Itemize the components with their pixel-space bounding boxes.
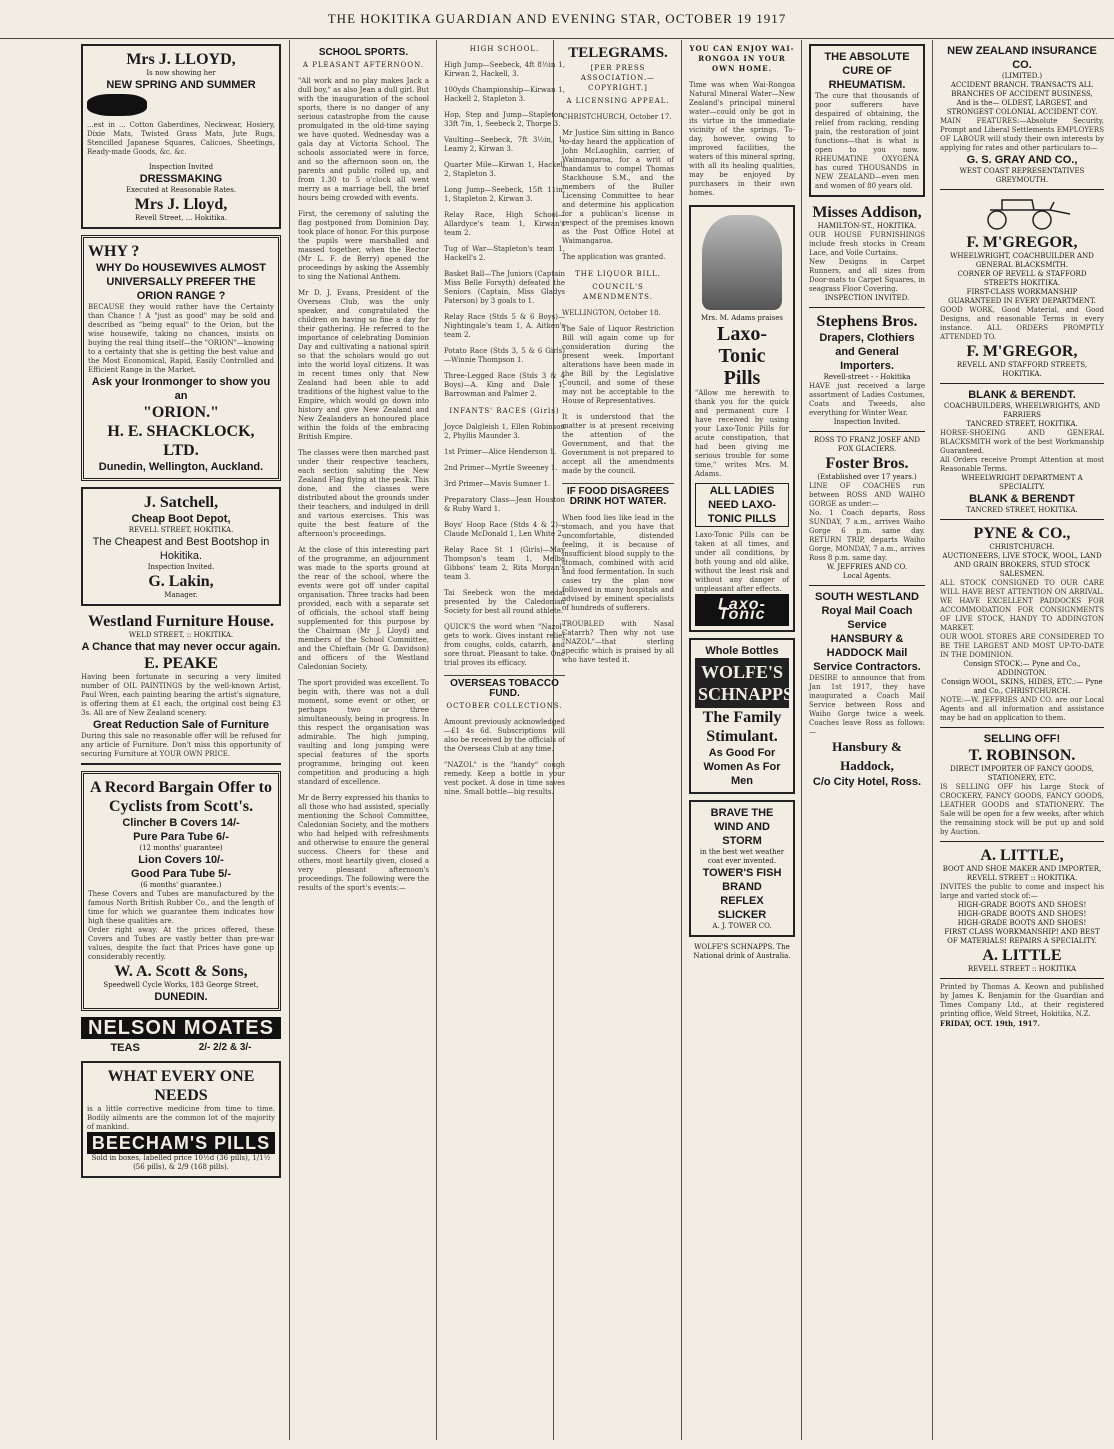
- result-line: 100yds Championship—Kirwan 1, Hackell 2, Stapleton 3.: [444, 86, 565, 103]
- beecham-sold: Sold in boxes, labelled price 10½d (36 pills), 1/1½ (56 pills), & 2/9 (168 pills).: [91, 1154, 271, 1171]
- satchell-role: Manager.: [164, 591, 198, 599]
- nelson-name: NELSON MOATES: [81, 1017, 281, 1039]
- orion-body: BECAUSE they would rather have the Certainty than Chance ! A "just as good" may be sold and described as "being equal" to the Orion, but the wise housewife, taking no chances, insists on buying the real thing itself—the "ORION"—knowing to a certainty that she is getting the best value and the Most Economical, Rapid, Easily Controlled and Efficient Range in the Market.: [88, 303, 274, 374]
- buggy-icon: [972, 194, 1072, 230]
- tower-co: A. J. TOWER CO.: [712, 922, 772, 930]
- mcgregor-firstclass: FIRST-CLASS WORKMANSHIP GUARANTEED IN EVERY DEPARTMENT.: [948, 288, 1096, 305]
- addison-body2: New Designs in Carpet Runners, and all sizes from Door-mats to Carpet Squares, in seagrass Floor Covering.: [809, 258, 925, 293]
- little-invites: INVITES the public to come and inspect his large and varied stock of:—: [940, 883, 1104, 900]
- result-line: High Jump—Seebeck, 4ft 8½in 1, Kirwan 2, Hackell, 3.: [444, 61, 565, 78]
- laxo-title: Laxo-Tonic: [717, 323, 767, 367]
- mcgregor-name: F. M'GREGOR,: [966, 234, 1078, 251]
- satchell-street: REVELL STREET, HOKITIKA.: [128, 526, 234, 534]
- ink-blot: [87, 94, 147, 116]
- appeal-heading: A LICENSING APPEAL.: [566, 97, 670, 105]
- scott-address: Speedwell Cycle Works, 183 George Street,: [103, 981, 259, 989]
- masthead: THE HOKITIKA GUARDIAN AND EVENING STAR, OCTOBER 19 1917: [0, 0, 1114, 39]
- tobacco-subheading: OCTOBER COLLECTIONS.: [446, 702, 563, 710]
- laxo-pills: Pills: [723, 367, 761, 389]
- scott-clincher: Clincher B Covers 14/-: [122, 817, 240, 829]
- foster-coach-times: No. 1 Coach departs, Ross SUNDAY, 7 a.m., arrives Waiho Gorge 6 p.m. same day. RETURN TRIP, departs Waiho Gorge, MONDAY, 7 a.m., arrives Ross 8 p.m. same day.: [809, 509, 925, 562]
- school-sports-subheading: A PLEASANT AFTERNOON.: [302, 61, 425, 69]
- lloyd-dressmaking: DRESSMAKING: [139, 173, 223, 185]
- westland-body: Having been fortunate in securing a very limited number of OIL PAINTINGS by the well-known Artist, Paul Wren, each painting bearing the artist's signature, is offering them at £1 each, the original cost being £3 3s. All are of New Zealand scenery.: [81, 673, 281, 717]
- portrait-image: [702, 215, 782, 310]
- scott-order: Order right away. At the prices offered, these Covers and Tubes are vastly better than pre-war values, despite the fact that Prices have gone up considerably recently.: [88, 926, 274, 961]
- southwest-heading: SOUTH WESTLAND Royal Mail Coach Service: [815, 591, 919, 631]
- scott-tube2: Good Para Tube 5/-: [130, 868, 232, 880]
- rheumatism-ad: [809, 44, 925, 197]
- nzi-ad: [940, 44, 1104, 190]
- beecham-body: is a little corrective medicine from time to time. Bodily ailments are the common lot of the majority of mankind.: [87, 1105, 275, 1131]
- addison-inspection: INSPECTION INVITED.: [824, 294, 910, 302]
- blank-horseshoeing: HORSE-SHOEING AND GENERAL BLACKSMITH work of the best Workmanship Guaranteed.: [940, 429, 1104, 455]
- liquor-heading: THE LIQUOR BILL.: [575, 270, 661, 278]
- stephens-body: HAVE just received a large assortment of Ladies Costumes, Coats and Tweeds, also everything for Winter Wear.: [809, 382, 925, 417]
- laxo-signature: Laxo-Tonic: [695, 594, 789, 626]
- mcgregor-ad: [940, 194, 1104, 384]
- lloyd-intro: Is now showing her: [146, 69, 216, 77]
- absolute-body: The cure that thousands of poor sufferers have despaired of obtaining, the relief from racking, rending pain, the restoration of joint functions—that is what is open to you now. RHEUMATINE OXYGENA has cured THOUSANDS in NEW ZEALAND—even men and women of 80 years old.: [815, 92, 919, 190]
- article-paragraph: Mr Justice Sim sitting in Banco to-day heard the application of John McLaughlin, carrier, of Waimangaroa, for a writ of mandamus to compel Thomas Stackhouse S.M., and the members of the Buller Licensing Committee to hear and determine his application for a publican's license in respect of the premises known as the Post Office Hotel at Waimangaroa.: [562, 129, 674, 245]
- column-rule: [289, 40, 290, 1440]
- blank-dept: WHEELWRIGHT DEPARTMENT A SPECIALITY.: [961, 474, 1083, 491]
- westland-note: During this sale no reasonable offer will be refused for any article of Furniture. Don't miss this opportunity of securing Furniture at YOUR OWN PRICE.: [81, 732, 281, 758]
- pyne-city: CHRISTCHURCH.: [989, 543, 1055, 551]
- column-6: [803, 40, 931, 1440]
- lloyd-signature: Mrs J. Lloyd,: [134, 196, 228, 213]
- hansbury-heading: HANSBURY & HADDOCK Mail Service Contractors.: [813, 633, 921, 673]
- addison-ad: [809, 203, 925, 308]
- column-5: [683, 40, 801, 1440]
- orion-ad: [81, 235, 281, 481]
- blank-name: BLANK & BERENDT.: [968, 389, 1076, 401]
- scott-tube1: Pure Para Tube 6/-: [133, 831, 229, 843]
- satchell-ad: [81, 487, 281, 606]
- wolfes-good: As Good For Women As For Men: [703, 747, 781, 787]
- imprint: Printed by Thomas A. Keown and published by James K. Benjamin for the Guardian and Times Company Ltd., at their registered printing office, Weld Street, Hokitika, N.Z.: [940, 983, 1104, 1018]
- scott-city: DUNEDIN.: [154, 991, 208, 1003]
- satchell-tag: The Cheapest and Best Bootshop in Hokitika.: [92, 536, 270, 562]
- result-line: Long Jump—Seebeck, 15ft 11in, 1, Stapleton 2, Kirwan 3.: [444, 186, 565, 203]
- blank-coach: COACHBUILDERS, WHEELWRIGHTS, AND FARRIERS: [944, 402, 1100, 419]
- scott-guarantee1: (12 months' guarantee): [139, 844, 223, 852]
- article-paragraph: The Sale of Liquor Restriction Bill will again come up for consideration during the present week. Important alterations have been made in the Bill by the Legislative Council, and some of these may not be acceptable to the House of Representatives.: [562, 325, 674, 405]
- orion-ask: Ask your Ironmonger to show you an: [91, 376, 271, 402]
- lloyd-name: Mrs J. LLOYD,: [126, 51, 236, 68]
- scott-ad: [81, 771, 281, 1011]
- scott-name: W. A. Scott & Sons,: [114, 963, 248, 980]
- pyne-consign: Consign STOCK:— Pyne and Co., ADDINGTON.: [963, 660, 1081, 677]
- hansbury-ad: [809, 590, 925, 789]
- column-1: [75, 40, 287, 1440]
- result-line: 2nd Primer—Myrtle Sweeney 1.: [444, 464, 558, 472]
- little-name2: A. LITTLE: [982, 947, 1062, 964]
- result-line: Preparatory Class—Jean Houston & Ruby Ward 1.: [444, 496, 565, 513]
- nelson-ad: [81, 1017, 281, 1055]
- waironga-body: Time was when Wai-Rongoa Natural Mineral Water—New Zealand's principal mineral water—could only be got in its virtue in the immediate vicinity of the springs. To-day, however, owing to improved facilities, the waters of this mineral spring, with all its healing qualities, may be enjoyed by purchasers in their own homes.: [689, 81, 795, 197]
- article-paragraph: Mr D. J. Evans, President of the Overseas Club, was the only speaker, and congratulated the children on having so fine a day for their gathering. He referred to the importance of celebrating Dominion Day and cultivating a national spirit so that the scholars would go out into the world loyal citizens. It was in recent times only that New Zealand had been able to add traditions of the highest value to the Empire, which would go down into history and give New Zealand and New Zealanders an honoured place within the folds of the embracing British Empire.: [298, 289, 429, 441]
- beecham-brand: BEECHAM'S PILLS: [87, 1132, 275, 1154]
- satchell-name: J. Satchell,: [143, 494, 219, 511]
- foster-agents: Local Agents.: [842, 572, 892, 580]
- hansbury-signature: Hansbury & Haddock,: [832, 739, 902, 773]
- laxo-tonic-ad: [689, 205, 795, 632]
- stephens-ad: [809, 312, 925, 432]
- mcgregor-corner: CORNER OF REVELL & STAFFORD STREETS HOKITIKA.: [957, 270, 1087, 287]
- pyne-stock: ALL STOCK CONSIGNED TO OUR CARE WILL HAVE BEST ATTENTION ON ARRIVAL. WE HAVE EXCELLENT PADDOCKS FOR ACCOMMODATION FOR CONSIGNMENTS OF LIVE STOCK, HANDY TO ADDINGTON MARKET.: [940, 579, 1104, 632]
- result-line: Tug of War—Stapleton's team 1, Hackell's 2.: [444, 245, 565, 262]
- mcgregor-revell: REVELL AND STAFFORD STREETS, HOKITIKA.: [956, 361, 1088, 378]
- nelson-prices: 2/- 2/2 & 3/-: [198, 1042, 252, 1053]
- nzi-main: MAIN FEATURES:—Absolute Security, Prompt and Liberal Settlements EMPLOYERS OF LABOUR will study their own interests by applying for rates and other particulars to—: [940, 117, 1104, 152]
- stephens-name: Stephens Bros.: [816, 313, 918, 330]
- column-7: [934, 40, 1110, 1440]
- hansbury-address: C/o City Hotel, Ross.: [812, 776, 922, 788]
- lloyd-inspection: Inspection Invited: [148, 163, 214, 171]
- waironga-heading: YOU CAN ENJOY WAI-RONGOA IN YOUR OWN HOME.: [689, 44, 795, 73]
- result-line: Quarter Mile—Kirwan 1, Hackell 2, Stapleton 3.: [444, 161, 565, 178]
- blank-ad: [940, 388, 1104, 520]
- brave-heading: BRAVE THE WIND AND STORM: [710, 807, 774, 847]
- result-line: Relay Race St 1 (Girls)—May Thompson's team 1, Melba Gibbons' team 2, Rita Morgan's team 3.: [444, 546, 565, 581]
- little-hg3: HIGH-GRADE BOOTS AND SHOES!: [957, 919, 1087, 927]
- selling-off: SELLING OFF!: [983, 733, 1061, 745]
- school-sports-heading: SCHOOL SPORTS.: [318, 47, 409, 58]
- lloyd-headline: NEW SPRING AND SUMMER: [106, 79, 256, 91]
- result-line: Potato Race (Stds 3, 5 & 6 Girls)—Winnie Thompson 1.: [444, 347, 565, 364]
- nazol-notice: TROUBLED with Nasal Catarrh? Then why not use "NAZOL"—that sterling specific which is praised by all who have tested it.: [562, 620, 674, 664]
- scott-lion: Lion Covers 10/-: [138, 854, 224, 866]
- pyne-auctioneers: AUCTIONEERS, LIVE STOCK, WOOL, LAND AND GRAIN BROKERS, STUD STOCK SALESMEN.: [942, 552, 1102, 578]
- little-hg1: HIGH-GRADE BOOTS AND SHOES!: [957, 901, 1087, 909]
- column-4: [556, 40, 680, 1440]
- addison-street: HAMILTON-ST., HOKITIKA.: [817, 222, 917, 230]
- column-rule: [436, 40, 437, 1440]
- little-name: A. LITTLE,: [980, 847, 1064, 864]
- result-line: Three-Legged Race (Stds 3 & 4 Boys)—A. King and Dale 1, Barrowman and Palmer 2.: [444, 372, 565, 398]
- ladies-banner: ALL LADIES NEED LAXO-TONIC PILLS: [695, 483, 789, 527]
- satchell-manager: G. Lakin,: [148, 573, 214, 590]
- result-line: Joyce Dalgleish 1, Ellen Robinson 2, Phyllis Maunder 3.: [444, 423, 565, 440]
- foster-name: Foster Bros.: [825, 455, 909, 472]
- addison-body: OUR HOUSE FURNISHINGS include fresh stocks in Cream Lace, and Voile Curtains.: [809, 231, 925, 257]
- article-paragraph: The classes were then marched past under their respective teachers, each section saluting the New Zealand Flag flying at the peak. This done, and the classes were distributed about the grounds under their teachers, and indulged in drill and various exercises. This was quite the best feature of the afternoon's proceedings.: [298, 449, 429, 538]
- lloyd-executed: Executed at Reasonable Rates.: [125, 186, 237, 194]
- pyne-name: PYNE & CO.,: [973, 525, 1071, 542]
- gray-name: G. S. GRAY AND CO.,: [966, 154, 1078, 166]
- orion-maker: H. E. SHACKLOCK, LTD.: [107, 423, 255, 459]
- nzi-limited: (LIMITED.): [1001, 72, 1043, 80]
- little-address: REVELL STREET :: HOKITIKA: [967, 965, 1077, 973]
- orion-question: WHY Do HOUSEWIVES ALMOST UNIVERSALLY PREFER THE ORION RANGE ?: [96, 262, 266, 302]
- nzi-name: NEW ZEALAND INSURANCE CO.: [947, 45, 1097, 71]
- little-hg2: HIGH-GRADE BOOTS AND SHOES!: [957, 910, 1087, 918]
- blank-name2: BLANK & BERENDT: [969, 493, 1075, 505]
- lloyd-address: Revell Street, ... Hokitika.: [134, 214, 228, 222]
- little-ad: [940, 846, 1104, 979]
- brave-sub: in the best wet weather coat ever invented.: [699, 848, 785, 865]
- article-paragraph: "All work and no play makes Jack a dull boy," as also Jean a dull girl. But with the inauguration of the school sports, there is no danger of any serious catastrophe from the cause promulgated in the old-time saying we have quoted. Wednesday was a gala day at Victoria School. The schools associated were in force, and so the afternoon soon on, the parents and public rolled up, and from 1.30 to 5 o'clock all went merry as a marriage bell, the brief hours being crowded with events.: [298, 77, 429, 202]
- pyne-ad: [940, 524, 1104, 728]
- wolfes-stimulant: Stimulant.: [706, 728, 778, 745]
- article-paragraph: It is understood that the matter is at present receiving the attention of the Government, and that the Government is not prepared to accept all the amendments made by the council.: [562, 413, 674, 475]
- slicker-ad: [689, 800, 795, 937]
- result-line: Relay Race (Stds 5 & 6 Boys)—Nightingale's team 1, A. Aitken's team 2.: [444, 313, 565, 339]
- slicker-name: REFLEX SLICKER: [717, 895, 767, 921]
- westland-ad: [81, 612, 281, 765]
- foster-established: (Established over 17 years.): [817, 473, 917, 481]
- gray-westcoast: WEST COAST REPRESENTATIVES GREYMOUTH.: [959, 167, 1085, 184]
- column-rule: [801, 40, 802, 1440]
- council-heading: COUNCIL'S AMENDMENTS.: [583, 283, 653, 301]
- addison-name: Misses Addison,: [812, 204, 922, 221]
- beecham-what: WHAT EVERY ONE NEEDS: [107, 1068, 255, 1104]
- satchell-inspection: Inspection Invited.: [147, 563, 215, 571]
- tobacco-heading: OVERSEAS TOBACCO FUND.: [444, 675, 565, 699]
- article-paragraph: The application was granted.: [562, 253, 666, 261]
- ross-heading: ROSS TO FRANZ JOSEF AND FOX GLACIERS.: [813, 436, 921, 453]
- imprint-date: FRIDAY, OCT. 19th, 1917.: [940, 1019, 1040, 1028]
- nazol-notice: QUICK'S the word when "Nazol" gets to work. Gives instant relief from coughs, colds, catarrh, and sore throat. Pleasant to take. One trial proves its efficacy.: [444, 623, 565, 667]
- blank-tancred2: TANCRED STREET, HOKITIKA.: [966, 506, 1078, 514]
- stephens-street: Revell-street - - Hokitika: [823, 373, 911, 381]
- article-paragraph: The sport provided was excellent. To begin with, there was not a dull moment, some event or other, or perhaps two or three simultaneously, being in progress. In this respect the organisation was admirable. The high jumping, vaulting and long jumping were special features of the sports programme, bringing out keen competition and producing a high standard of excellence.: [298, 679, 429, 786]
- telegrams-heading: TELEGRAMS.: [568, 45, 668, 61]
- result-line: Boys' Hoop Race (Stds 4 & 2)—Claude McDonald 1, Len White 2.: [444, 521, 565, 538]
- wolfes-brand: WOLFE'S SCHNAPPS: [695, 658, 789, 708]
- article-paragraph: Mr de Berry expressed his thanks to all those who had assisted, specially mentioning the School Committee, Caledonian Society, and the mothers who had helped with refreshments and otherwise to ensure the general success. Cheers for these and others, most heartily given, closed a very pleasant afternoon's proceedings. The following were the results of the sport's events:—: [298, 794, 429, 892]
- tobacco-body: Amount previously acknowledged—£1 4s 6d. Subscriptions will also be received by the officials of the Overseas Club at any time.: [444, 718, 565, 753]
- wolfes-ad: [689, 638, 795, 794]
- wolfes-footer: WOLFE'S SCHNAPPS. The National drink of Australia.: [693, 943, 791, 960]
- wolfes-family: The Family: [702, 709, 782, 726]
- article-paragraph: First, the ceremony of saluting the flag postponed from Dominion Day, took place of honor. For this purpose the pupils were marshalled and massed together, when the Rector (Mr L. F. de Berry) opened the proceedings by asking the Assembly to sing the National Anthem.: [298, 210, 429, 281]
- westland-title: Westland Furniture House.: [88, 613, 274, 630]
- nzi-oldest: And is the— OLDEST, LARGEST, and STRONGEST COLONIAL ACCIDENT COY.: [946, 99, 1098, 116]
- wolfes-whole: Whole Bottles: [705, 645, 779, 657]
- orion-brand: "ORION.": [143, 404, 219, 421]
- mcgregor-name2: F. M'GREGOR,: [966, 343, 1078, 360]
- mcgregor-wheelwright: WHEELWRIGHT, COACHBUILDER AND GENERAL BLACKSMITH.: [950, 252, 1094, 269]
- lloyd-body: ...est in ... Cotton Gaberdines, Neckwear, Hosiery, Dixie Mats, Twisted Grass Mats, Jute Rugs, Stencilled Japanese Squares, Calicoes, Sheetings, Ready-made Goods, &c. &c.: [87, 121, 275, 156]
- stephens-inspection: Inspection Invited.: [833, 418, 901, 426]
- westland-sale: Great Reduction Sale of Furniture: [92, 719, 270, 731]
- lloyd-ad: [81, 44, 281, 229]
- robinson-name: T. ROBINSON.: [968, 747, 1076, 764]
- result-line: Relay Race, High School—Allardyce's team 1, Kirwan's team 2.: [444, 211, 565, 237]
- stephens-drapers: Drapers, Clothiers and General Importers.: [819, 332, 915, 372]
- slicker-brand: TOWER'S FISH BRAND: [702, 867, 782, 893]
- laxo-body: Laxo-Tonic Pills can be taken at all times, and under all conditions, by both young and old alike, without the least risk and without any danger of unpleasant after effects.: [695, 531, 789, 593]
- article-paragraph: At the close of this interesting part of the programme, an adjournment was made to the sports ground at the rear of the school, where the events were got off under capital organisation. Three tracks had been provided, each with a separate set of officials, the school staff being supplemented for this purpose by the Chairman (Mr J. Lloyd) and members of the School Committee, and the Chieftain (Mr G. Davidson) and officers of the Westland Caledonian Society.: [298, 546, 429, 671]
- pyne-consign2: Consign WOOL, SKINS, HIDES, ETC.:— Pyne and Co., CHRISTCHURCH.: [941, 678, 1103, 695]
- press-association: [PER PRESS ASSOCIATION.—COPYRIGHT.]: [580, 64, 656, 92]
- scott-record: A Record Bargain Offer to Cyclists from Scott's.: [90, 779, 272, 815]
- result-line: 3rd Primer—Mavis Sumner 1.: [444, 480, 551, 488]
- nzi-accident: ACCIDENT BRANCH. TRANSACTS ALL BRANCHES OF ACCIDENT BUSINESS,: [950, 81, 1094, 98]
- robinson-importer: DIRECT IMPORTER OF FANCY GOODS, STATIONERY, ETC.: [950, 765, 1094, 782]
- article-paragraph: When food lies like lead in the stomach, and you have that uncomfortable, distended feeling, it is because of insufficient blood supply to the stomach, combined with acid and food fermentation. In such cases try the plan now followed in many hospitals and advised by eminent specialists of hundreds of sufferers.: [562, 514, 674, 612]
- column-2: [292, 40, 435, 1440]
- westland-street: WELD STREET, :: HOKITIKA.: [128, 631, 234, 639]
- scott-guarantee2: (6 months' guarantee.): [140, 881, 222, 889]
- column-rule: [681, 40, 682, 1440]
- result-line: 1st Primer—Alice Henderson 1.: [444, 448, 557, 456]
- high-school-heading: HIGH SCHOOL.: [469, 45, 540, 53]
- foster-ad: [809, 436, 925, 586]
- adams-praises: Mrs. M. Adams praises: [701, 314, 783, 322]
- result-line: Hop, Step and Jump—Stapleton, 33ft 7in, 1, Seebeck 2, Thorpe 3.: [444, 111, 565, 128]
- little-bootmaker: BOOT AND SHOE MAKER AND IMPORTER, REVELL STREET :: HOKITIKA.: [942, 865, 1102, 882]
- dateline: CHRISTCHURCH, October 17.: [562, 113, 672, 121]
- blank-tancred: TANCRED STREET, HOKITIKA.: [966, 420, 1078, 428]
- satchell-title: Cheap Boot Depot,: [131, 513, 231, 525]
- column-3: [438, 40, 571, 1440]
- result-line: Vaulting—Seebeck, 7ft 3½in, 1, Leamy 2, Kirwan 3.: [444, 136, 565, 153]
- scott-body: These Covers and Tubes are manufactured by the famous North British Rubber Co., and the length of time for which we guarantee them indicates how high these qualities are.: [88, 890, 274, 925]
- orion-cities: Dunedin, Wellington, Auckland.: [98, 461, 264, 473]
- nelson-teas: TEAS: [110, 1042, 140, 1054]
- pyne-note: NOTE:—W. JEFFRIES AND CO. are our Local Agents and all information and assistance may be had on application to them.: [940, 696, 1104, 722]
- hansbury-body: DESIRE to announce that from Jan 1st 1917, they have inaugurated a Coach Mail Service between Ross and Waiho Gorge twice a week. Coaches leave Ross as follows:—: [809, 674, 925, 736]
- article-paragraph: Tai Seebeck won the medal presented by the Caledonian Society for best all round athlete.: [444, 589, 565, 615]
- robinson-body: IS SELLING OFF his Large Stock of CROCKERY, FANCY GOODS, FANCY GOODS, LEATHER GOODS and STATIONERY. The Sale will be open for a few weeks, after which the remaining stock will be put up and sold by Auction.: [940, 783, 1104, 836]
- foster-coaches: LINE OF COACHES run between ROSS AND WAIHO GORGE as under:—: [809, 482, 925, 508]
- foster-agents-name: W. JEFFRIES AND CO.: [826, 563, 908, 571]
- orion-why: WHY ?: [88, 243, 140, 260]
- blank-orders: All Orders receive Prompt Attention at most Reasonable Terms.: [940, 456, 1104, 473]
- little-firstclass: FIRST CLASS WORKMANSHIP! AND BEST OF MATERIALS! REPAIRS A SPECIALITY.: [944, 928, 1100, 945]
- pyne-wool: OUR WOOL STORES ARE CONSIDERED TO BE THE LARGEST AND MOST UP-TO-DATE IN THE DOMINION.: [940, 633, 1104, 659]
- dateline: WELLINGTON, October 18.: [562, 309, 661, 317]
- infants-heading: INFANTS' RACES (Girls): [449, 407, 560, 415]
- nazol-notice: "NAZOL" is the "handy" cough remedy. Keep a bottle in your vest pocket. A dose in time saves nine. Small bottle—big results.: [444, 761, 565, 796]
- beecham-ad: [81, 1061, 281, 1178]
- absolute-heading: THE ABSOLUTE CURE OF RHEUMATISM.: [824, 51, 910, 91]
- adams-testimonial: "Allow me herewith to thank you for the quick and permanent cure I have received by using your Laxo-Tonic Pills for acute constipation, that had been giving me serious trouble for some time," writes Mrs. M. Adams.: [695, 389, 789, 478]
- result-line: Basket Ball—The Juniors (Captain Miss Belle Forsyth) defeated the Seniors (Captain, Miss Gladys Paterson) by 3 goals to 1.: [444, 270, 565, 305]
- hot-water-heading: IF FOOD DISAGREES DRINK HOT WATER.: [562, 483, 674, 507]
- westland-chance: A Chance that may never occur again.: [81, 641, 281, 653]
- robinson-ad: [940, 732, 1104, 842]
- mcgregor-goodwork: GOOD WORK, Good Material, and Good Designs, and reasonable Terms in every instance. ALL ORDERS PROMPTLY ATTENDED TO.: [940, 306, 1104, 341]
- column-rule: [932, 40, 933, 1440]
- westland-name: E. PEAKE: [144, 655, 218, 672]
